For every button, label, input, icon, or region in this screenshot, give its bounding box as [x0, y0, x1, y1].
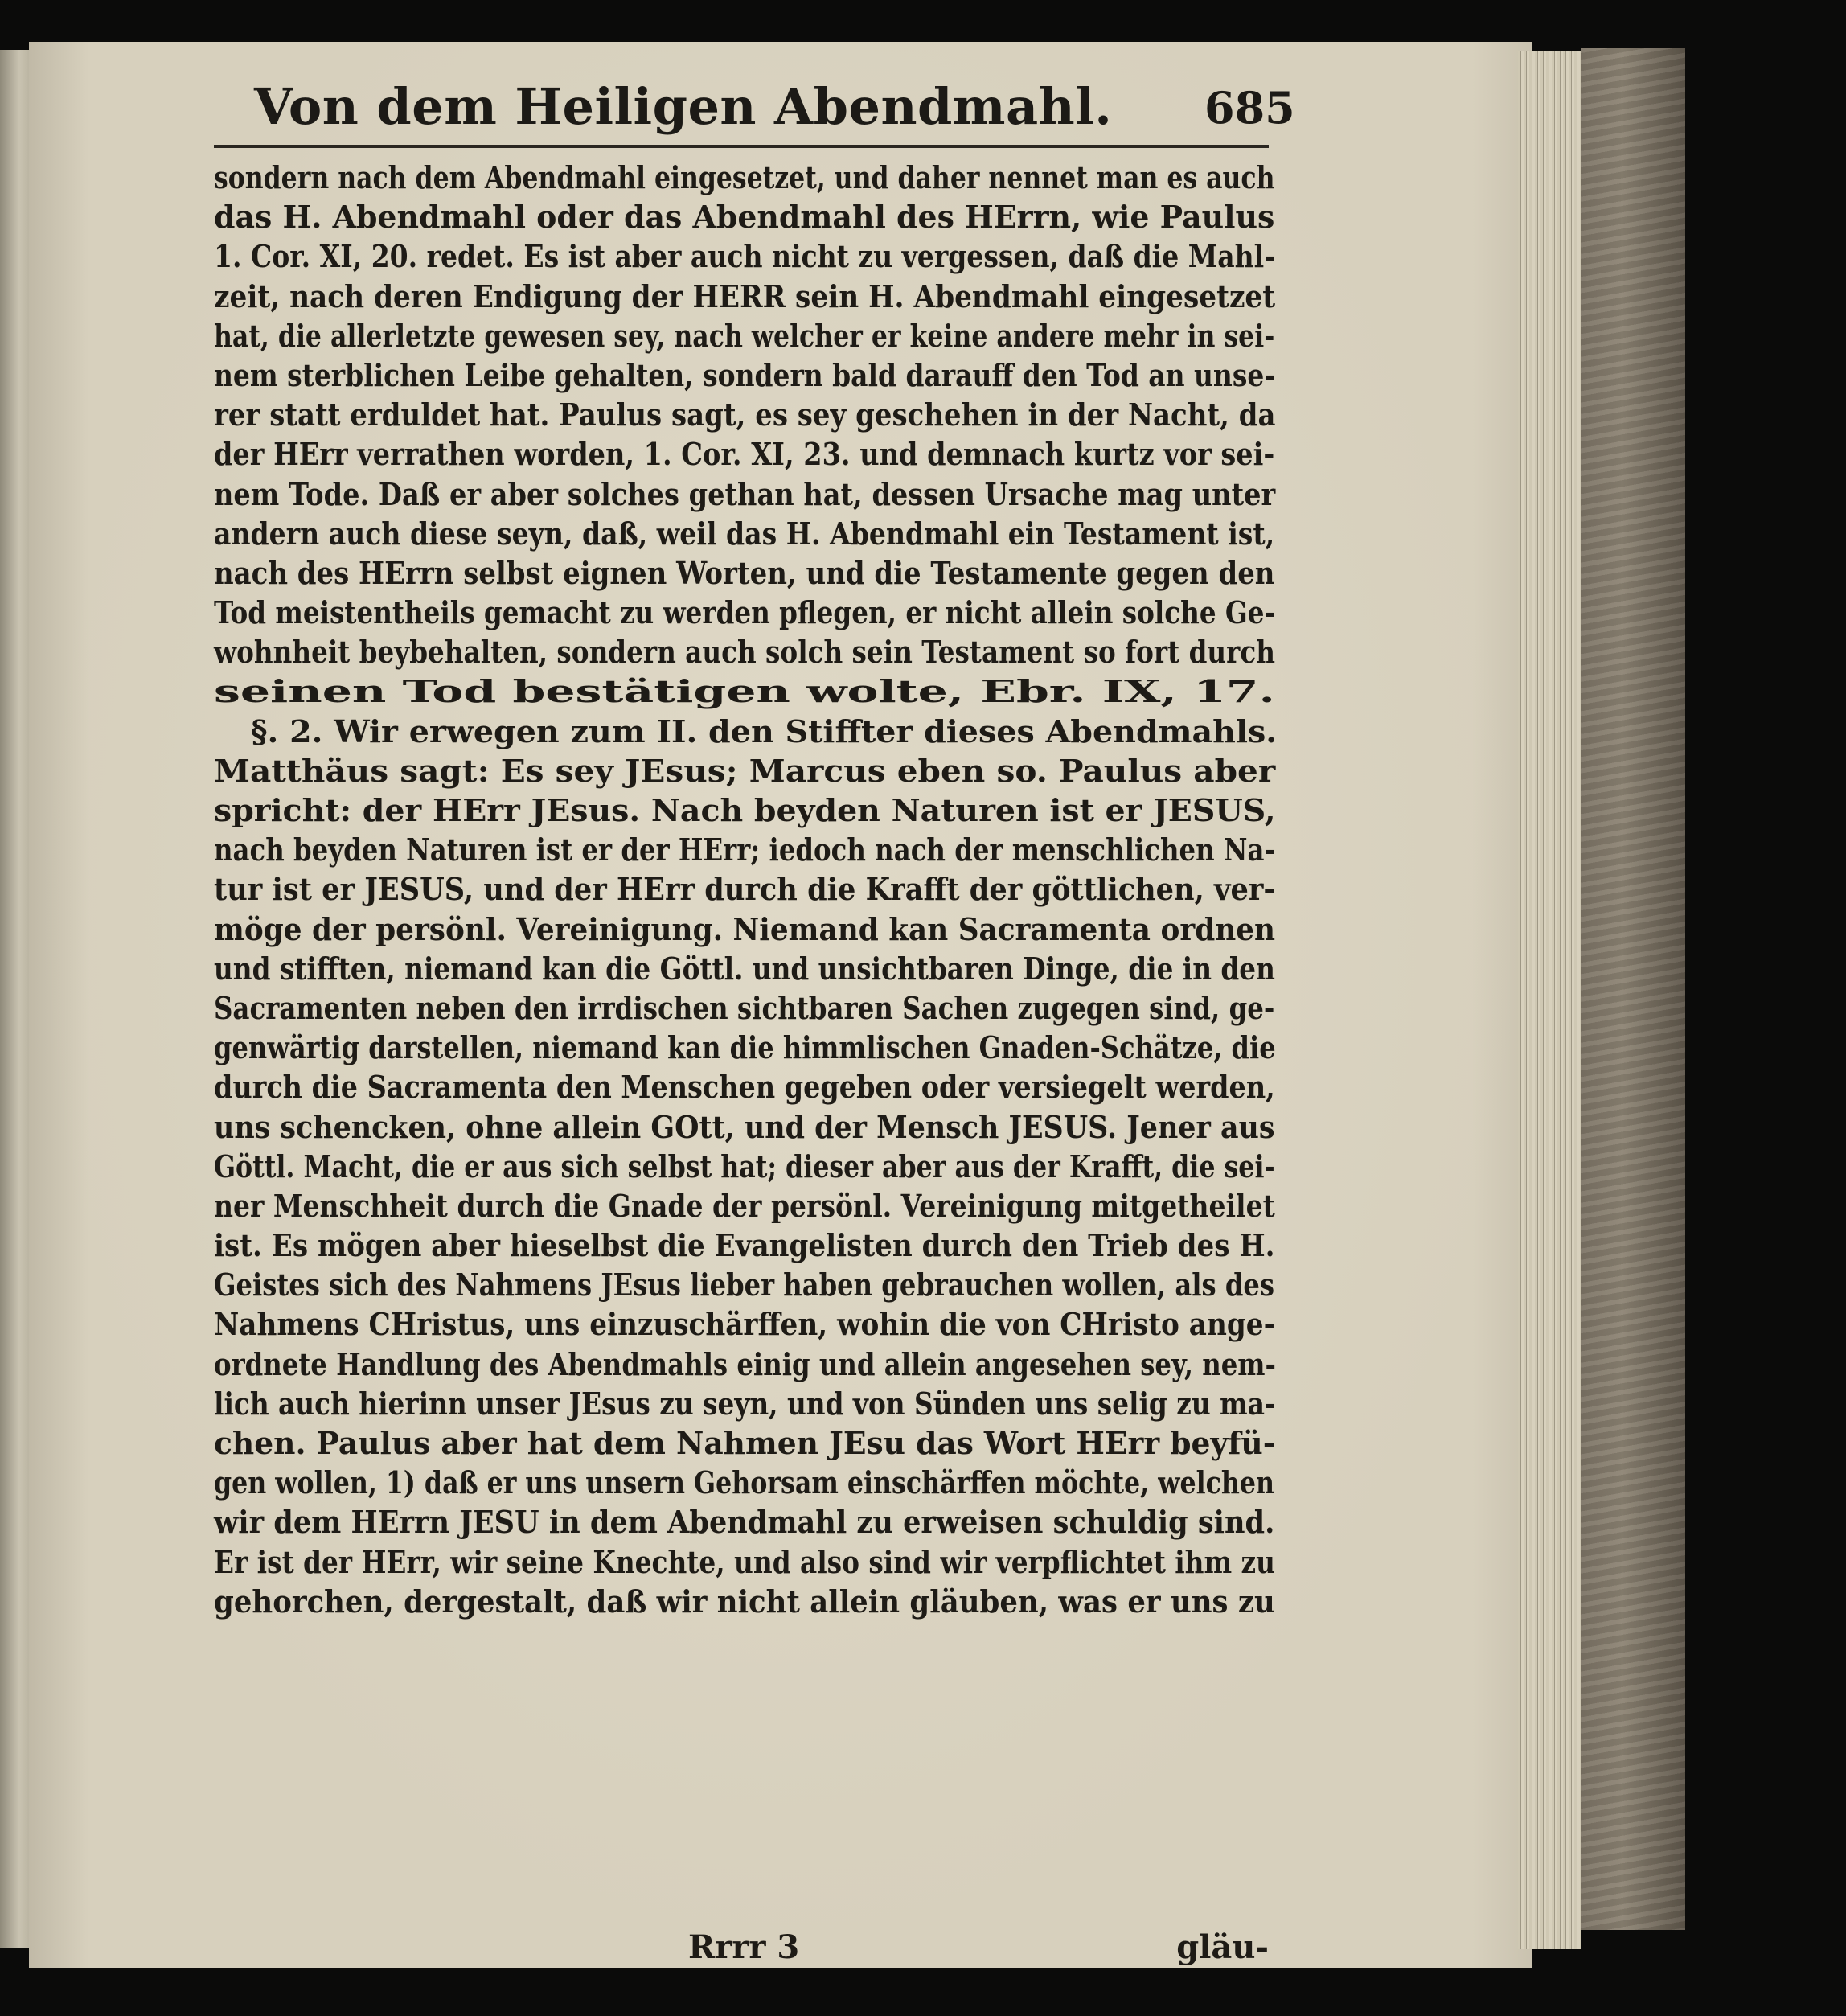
- text-line: Geistes sich des Nahmens JEsus lieber haben gebrauchen wollen, als des: [214, 1267, 1275, 1304]
- text-line: gehorchen, dergestalt, daß wir nicht allein gläuben, was er uns zu: [214, 1583, 1275, 1620]
- text-line: nach beyden Naturen ist er der HErr; iedoch nach der menschlichen Na-: [214, 831, 1275, 868]
- marbled-cover-board: [1581, 48, 1685, 1930]
- text-line: zeit, nach deren Endigung der HERR sein H. Abendmahl eingesetzet: [214, 277, 1276, 314]
- text-line: Matthäus sagt: Es sey JEsus; Marcus eben so. Paulus aber: [214, 752, 1276, 789]
- text-line: seinen Tod bestätigen wolte, Ebr. IX, 17.: [214, 673, 1275, 710]
- text-line: möge der persönl. Vereinigung. Niemand kan Sacramenta ordnen: [214, 910, 1276, 947]
- text-line: nach des HErrn selbst eignen Worten, und die Testamente gegen den: [214, 554, 1275, 591]
- text-line: spricht: der HErr JEsus. Nach beyden Naturen ist er JESUS,: [214, 792, 1276, 828]
- text-line: sondern nach dem Abendmahl eingesetzet, und daher nennet man es auch: [214, 159, 1275, 195]
- text-line: nem Tode. Daß er aber solches gethan hat, dessen Ursache mag unter: [214, 475, 1276, 512]
- text-line: Er ist der HErr, wir seine Knechte, und also sind wir verpflichtet ihm zu: [214, 1543, 1275, 1580]
- page-edges: [1518, 51, 1581, 1949]
- text-line: chen. Paulus aber hat dem Nahmen JEsu das Wort HErr beyfü-: [214, 1425, 1276, 1461]
- text-line: Sacramenten neben den irrdischen sichtbaren Sachen zugegen sind, ge-: [214, 989, 1275, 1026]
- text-line: gen wollen, 1) daß er uns unsern Gehorsam einschärffen möchte, welchen: [214, 1464, 1275, 1501]
- header-rule: [214, 145, 1269, 148]
- text-line: hat, die allerletzte gewesen sey, nach welcher er keine andere mehr in sei-: [214, 317, 1275, 354]
- text-line: wohnheit beybehalten, sondern auch solch sein Testament so fort durch: [214, 634, 1275, 671]
- section-heading-line: §. 2. Wir erwegen zum II. den Stiffter dieses Abendmahls.: [250, 712, 1278, 749]
- text-line: der HErr verrathen worden, 1. Cor. XI, 23. und demnach kurtz vor sei-: [214, 436, 1275, 473]
- text-line: andern auch diese seyn, daß, weil das H. Abendmahl ein Testament ist,: [214, 515, 1275, 552]
- page-number: 685: [1204, 82, 1295, 133]
- text-line: Tod meistentheils gemacht zu werden pflegen, er nicht allein solche Ge-: [214, 594, 1276, 631]
- text-line: durch die Sacramenta den Menschen gegeben oder versiegelt werden,: [214, 1069, 1275, 1106]
- text-line: Nahmens CHristus, uns einzuschärffen, wohin die von CHristo ange-: [214, 1306, 1275, 1343]
- text-line: 1. Cor. XI, 20. redet. Es ist aber auch nicht zu vergessen, daß die Mahl-: [214, 238, 1275, 275]
- text-line: genwärtig darstellen, niemand kan die himmlischen Gnaden-Schätze, die: [214, 1029, 1276, 1066]
- text-line: rer statt erduldet hat. Paulus sagt, es sey geschehen in der Nacht, da: [214, 396, 1276, 433]
- facing-page-edge: [0, 50, 32, 1948]
- running-title: Von dem Heiligen Abendmahl.: [254, 77, 1113, 136]
- text-line: ner Menschheit durch die Gnade der persönl. Vereinigung mitgetheilet: [214, 1187, 1275, 1224]
- text-line: nem sterblichen Leibe gehalten, sondern bald darauff den Tod an unse-: [214, 356, 1275, 393]
- text-line: das H. Abendmahl oder das Abendmahl des HErrn, wie Paulus: [214, 199, 1275, 236]
- text-line: ist. Es mögen aber hieselbst die Evangelisten durch den Trieb des H.: [214, 1227, 1275, 1264]
- text-line: tur ist er JESUS, und der HErr durch die Krafft der göttlichen, ver-: [214, 871, 1275, 908]
- text-line: uns schencken, ohne allein GOtt, und der Mensch JESUS. Jener aus: [214, 1108, 1275, 1145]
- text-line: lich auch hierinn unser JEsus zu seyn, und von Sünden uns selig zu ma-: [214, 1385, 1276, 1422]
- catchword: gläu-: [1176, 1928, 1269, 1966]
- text-line: und stifften, niemand kan die Göttl. und unsichtbaren Dinge, die in den: [214, 950, 1275, 987]
- body-text: [214, 158, 1278, 1621]
- signature-mark: Rrrr 3: [688, 1928, 800, 1966]
- page-footer: [214, 1928, 1275, 1969]
- text-line: ordnete Handlung des Abendmahls einig und allein angesehen sey, nem-: [214, 1345, 1276, 1382]
- text-line: wir dem HErrn JESU in dem Abendmahl zu erweisen schuldig sind.: [214, 1504, 1275, 1541]
- text-line: Göttl. Macht, die er aus sich selbst hat; dieser aber aus der Krafft, die sei-: [214, 1148, 1275, 1185]
